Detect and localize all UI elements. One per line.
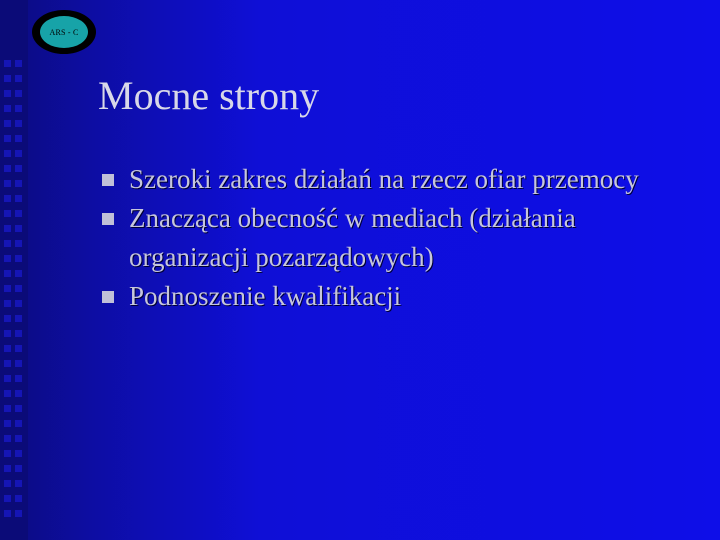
decor-square: [15, 315, 22, 322]
bullet-text: Znacząca obecność w mediach (działania organizacji pozarządowych): [129, 203, 576, 272]
decor-square: [15, 60, 22, 67]
decor-square: [15, 165, 22, 172]
bullet-text: Podnoszenie kwalifikacji: [129, 281, 402, 311]
logo-emblem: [40, 16, 88, 48]
decor-square: [15, 75, 22, 82]
decor-square: [15, 285, 22, 292]
bullet-text: Szeroki zakres działań na rzecz ofiar przemocy: [129, 164, 639, 194]
decor-square: [15, 210, 22, 217]
decor-square: [4, 225, 11, 232]
decor-square: [4, 135, 11, 142]
decor-square: [15, 495, 22, 502]
decor-square: [15, 450, 22, 457]
decor-square: [15, 330, 22, 337]
decor-square: [4, 345, 11, 352]
square-bullet-icon: [102, 174, 114, 186]
logo: [32, 10, 96, 54]
decor-square: [4, 105, 11, 112]
decor-square: [4, 300, 11, 307]
decor-square: [15, 420, 22, 427]
decor-square: [15, 120, 22, 127]
decor-square: [4, 465, 11, 472]
decor-square: [15, 465, 22, 472]
decor-square: [4, 255, 11, 262]
decor-square: [4, 270, 11, 277]
bullet-item: [100, 199, 700, 277]
decor-square: [4, 90, 11, 97]
decor-square: [15, 345, 22, 352]
decor-square: [4, 195, 11, 202]
decor-square: [15, 135, 22, 142]
decor-square: [15, 105, 22, 112]
left-decorative-strip: [0, 0, 28, 540]
decor-square: [15, 180, 22, 187]
decor-square: [15, 480, 22, 487]
decor-square: [15, 195, 22, 202]
logo-text: ARS - C: [49, 27, 79, 37]
bullet-list: [100, 160, 700, 316]
decor-square: [15, 510, 22, 517]
decor-square: [4, 390, 11, 397]
decor-square: [4, 75, 11, 82]
decor-square: [4, 180, 11, 187]
decor-square: [4, 510, 11, 517]
decor-square: [4, 495, 11, 502]
square-bullet-icon: [102, 213, 114, 225]
decor-square: [15, 270, 22, 277]
decor-square: [4, 420, 11, 427]
decor-square: [4, 375, 11, 382]
square-bullet-icon: [102, 291, 114, 303]
decor-square: [15, 255, 22, 262]
bullet-item: [100, 277, 700, 316]
decor-square: [4, 450, 11, 457]
slide-title: Mocne strony: [98, 73, 320, 118]
decor-square: [4, 150, 11, 157]
decorative-squares-right: [15, 60, 22, 517]
decor-square: [15, 405, 22, 412]
decor-square: [4, 240, 11, 247]
decor-square: [4, 435, 11, 442]
decor-square: [4, 120, 11, 127]
decor-square: [15, 360, 22, 367]
decor-square: [4, 210, 11, 217]
decor-square: [15, 150, 22, 157]
decor-square: [4, 405, 11, 412]
decor-square: [4, 330, 11, 337]
decor-square: [4, 60, 11, 67]
decor-square: [15, 240, 22, 247]
decor-square: [15, 90, 22, 97]
decor-square: [15, 225, 22, 232]
decor-square: [4, 480, 11, 487]
decor-square: [15, 390, 22, 397]
decor-square: [4, 360, 11, 367]
decor-square: [15, 375, 22, 382]
decor-square: [15, 300, 22, 307]
decorative-squares-left: [4, 60, 11, 517]
bullet-item: [100, 160, 700, 199]
decor-square: [4, 165, 11, 172]
decor-square: [15, 435, 22, 442]
decor-square: [4, 315, 11, 322]
decor-square: [4, 285, 11, 292]
